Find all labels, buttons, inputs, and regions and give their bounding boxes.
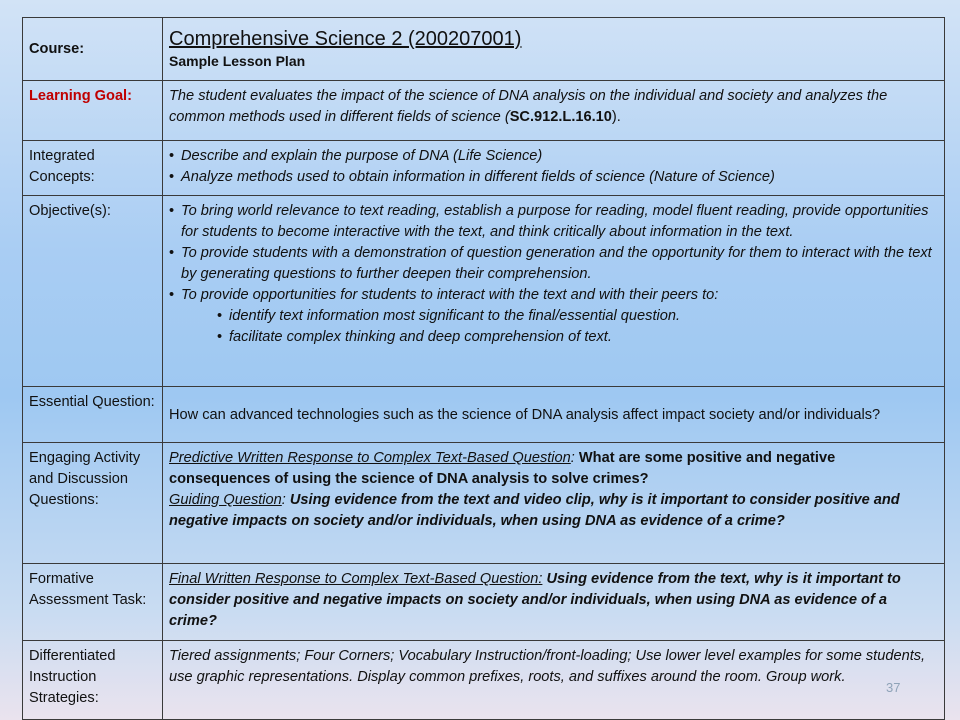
engaging-activity-label [23,443,163,564]
list-item: • Describe and explain the purpose of DNA (Life Science) [169,146,938,167]
guiding-question-heading: Guiding Question [169,492,282,508]
engaging-activity-cell [163,443,945,564]
list-item: • facilitate complex thinking and deep comprehension of text. [217,327,938,348]
final-response-question: Using evidence from the text, why is it important to consider positive and negative impacts on society and/or individuals, when using DNA as evidence of a crime? [169,571,901,629]
list-item: • identify text information most significant to the final/essential question. [217,306,938,327]
essential-question-label [23,387,163,443]
list-item: • Analyze methods used to obtain information in different fields of science (Nature of Science) [169,167,938,188]
lesson-plan-table [22,17,945,720]
learning-goal-label-text: Learning Goal: [29,88,132,104]
formative-assessment-label [23,564,163,641]
course-title: Comprehensive Science 2 (200207001) [169,28,522,50]
list-item: • To provide opportunities for students to interact with the text and with their peers to: [169,285,938,306]
differentiated-cell [163,641,945,720]
integrated-concepts-row [23,141,945,196]
objectives-cell [163,196,945,387]
objectives-sub-list [169,306,938,348]
predictive-separator: : [570,450,579,466]
course-row [23,18,945,81]
predictive-question: What are some positive and negative consequences of using the science of DNA analysis to solve crimes? [169,450,836,487]
formative-assessment-row [23,564,945,641]
formative-assessment-label-text: Formative Assessment Task: [29,571,147,608]
integrated-concepts-label-text: Integrated Concepts: [29,148,95,185]
final-response-heading: Final Written Response to Complex Text-Based Question: [169,571,543,587]
engaging-activity-label-text: Engaging Activity and Discussion Questions: [29,450,141,508]
list-item: • To bring world relevance to text reading, establish a purpose for reading, model fluent reading, provide opportunities for students to become interactive with the text, and think critically about information in the text. [169,201,938,243]
learning-goal-text: The student evaluates the impact of the science of DNA analysis on the individual and society and analyzes the common methods used in different fields of science ( [169,88,888,125]
learning-goal-standard: SC.912.L.16.10 [509,109,612,125]
differentiated-label-text: Differentiated Instruction Strategies: [29,648,116,706]
formative-assessment-cell [163,564,945,641]
differentiated-label [23,641,163,720]
course-subtitle: Sample Lesson Plan [169,53,306,69]
differentiated-row [23,641,945,720]
integrated-concepts-label [23,141,163,196]
engaging-activity-row [23,443,945,564]
integrated-concepts-cell [163,141,945,196]
differentiated-text: Tiered assignments; Four Corners; Vocabulary Instruction/front-loading; Use lower level examples for some students, use graphic representations. Display common prefixes, roots, and suffixes around the room. Group work. [169,648,926,685]
objectives-label-text: Objective(s): [29,203,111,219]
objectives-list [169,201,938,306]
integrated-concepts-list [169,146,938,188]
predictive-response-heading: Predictive Written Response to Complex Text-Based Question [169,450,571,466]
guiding-question: Using evidence from the text and video clip, why is it important to consider positive and negative impacts on society and/or individuals, when using DNA as evidence of a crime? [169,492,900,529]
course-label-text: Course: [29,41,85,57]
essential-question-row [23,387,945,443]
objectives-row [23,196,945,387]
learning-goal-row [23,81,945,141]
course-label [23,18,163,81]
page-number: 37 [886,680,901,695]
learning-goal-label [23,81,163,141]
essential-question-cell [163,387,945,443]
learning-goal-cell [163,81,945,141]
list-item: • To provide students with a demonstration of question generation and the opportunity for them to interact with the text by generating questions to further deepen their comprehension. [169,243,938,285]
essential-question-label-text: Essential Question: [29,394,155,410]
learning-goal-text-end: ). [611,109,621,125]
course-cell [163,18,945,81]
guiding-separator: : [281,492,290,508]
essential-question-text: How can advanced technologies such as the science of DNA analysis affect impact society and/or individuals? [169,406,881,423]
objectives-label [23,196,163,387]
